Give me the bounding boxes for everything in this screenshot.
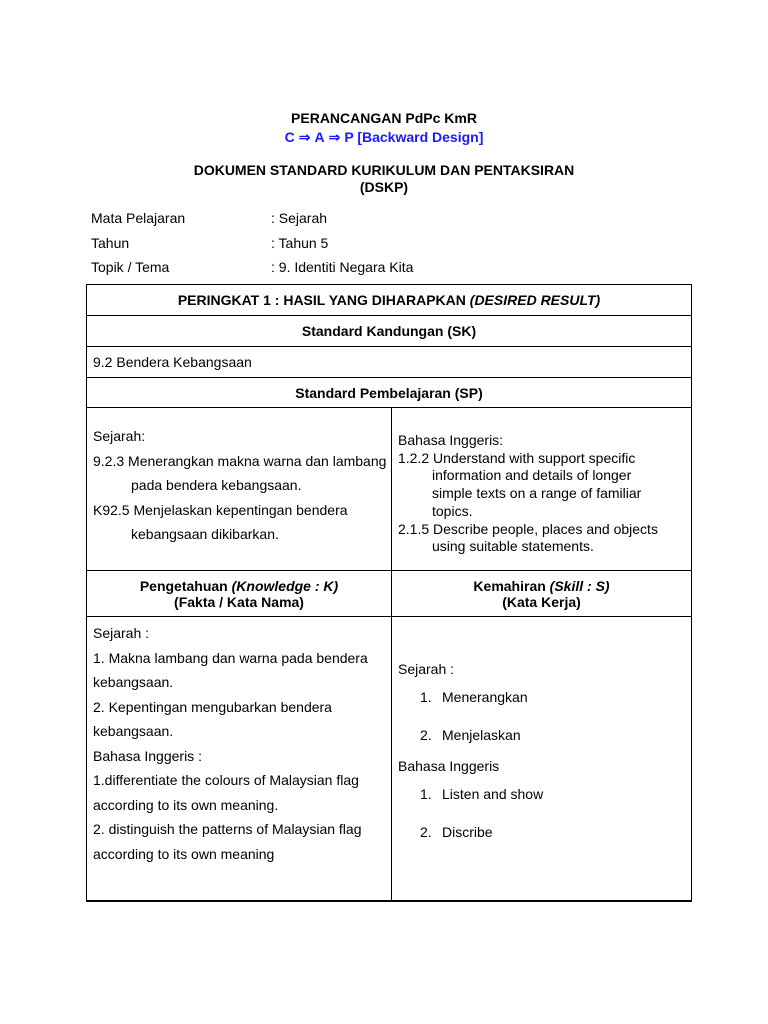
meta-label: Topik / Tema [91, 259, 170, 275]
skill-header-italic: (Skill : S) [549, 577, 610, 594]
meta-value: : Tahun 5 [271, 235, 329, 251]
sp-line: 9.2.3 Menerangkan makna warna dan lambang [93, 452, 387, 469]
sk-value: 9.2 Bendera Kebangsaan [87, 347, 692, 378]
subtitle-a: A [314, 129, 325, 145]
dskp-title-line2: (DSKP) [359, 179, 409, 195]
sp-line: simple texts on a range of familiar [432, 485, 642, 502]
knowledge-line: according to its own meaning [93, 845, 275, 862]
arrow-icon: ⇒ [298, 129, 311, 145]
meta-label: Mata Pelajaran [91, 210, 186, 226]
sp-line: K92.5 Menjelaskan kepentingan bendera [93, 501, 348, 518]
skills-cell [392, 617, 692, 902]
knowledge-header-italic: (Knowledge : K) [231, 577, 339, 594]
level-header-italic: (DESIRED RESULT) [469, 292, 601, 308]
skill-item: Listen and show [442, 786, 544, 802]
document-subtitle [0, 129, 768, 146]
skill-number: 1. [420, 689, 432, 705]
skills-bi-label: Bahasa Inggeris [398, 758, 500, 774]
sp-line: 1.2.2 Understand with support specific [398, 449, 636, 466]
level-header-text: PERINGKAT 1 : HASIL YANG DIHARAPKAN [177, 292, 470, 308]
knowledge-line: according to its own meaning. [93, 796, 279, 813]
skill-item: Menerangkan [442, 689, 528, 705]
sp-sejarah-cell [87, 408, 392, 571]
skill-item: Discribe [442, 824, 493, 840]
skills-sejarah-label: Sejarah : [398, 661, 455, 677]
knowledge-line: 1. Makna lambang dan warna pada bendera [93, 649, 368, 666]
meta-value: : 9. Identiti Negara Kita [271, 259, 414, 275]
subtitle-c: C [284, 129, 295, 145]
skill-header-text: Kemahiran [473, 577, 550, 594]
knowledge-header-text: Pengetahuan [139, 577, 232, 594]
sp-bi-heading: Bahasa Inggeris: [398, 432, 504, 448]
sp-line: topics. [432, 502, 473, 519]
dskp-title-line1: DOKUMEN STANDARD KURIKULUM DAN PENTAKSIRAN [193, 162, 575, 178]
sp-bi-cell [392, 408, 692, 571]
knowledge-header [87, 571, 392, 617]
sp-header: Standard Pembelajaran (SP) [87, 378, 692, 408]
sp-sejarah-heading: Sejarah: [93, 428, 146, 444]
knowledge-line: Bahasa Inggeris : [93, 747, 202, 764]
knowledge-line: 2. distinguish the patterns of Malaysian flag [93, 821, 362, 837]
skill-item: Menjelaskan [442, 727, 521, 743]
sp-line: 2.1.5 Describe people, places and objects [398, 520, 658, 537]
sp-line: using suitable statements. [432, 538, 594, 555]
meta-value: : Sejarah [271, 210, 328, 226]
skill-header-sub: (Kata Kerja) [502, 593, 581, 610]
sp-line: pada bendera kebangsaan. [131, 477, 302, 493]
knowledge-line: kebangsaan. [93, 723, 174, 739]
arrow-icon: ⇒ [328, 129, 341, 145]
sp-line: information and details of longer [432, 467, 632, 484]
knowledge-line: 1.differentiate the colours of Malaysian flag [93, 772, 359, 788]
planning-table [86, 284, 692, 902]
sk-header: Standard Kandungan (SK) [87, 316, 692, 347]
skill-number: 1. [420, 786, 432, 802]
skill-number: 2. [420, 727, 432, 743]
knowledge-cell [87, 617, 392, 902]
document-title: PERANCANGAN PdPc KmR [291, 110, 477, 126]
level-header [87, 285, 692, 316]
knowledge-line: kebangsaan. [93, 674, 174, 690]
skill-number: 2. [420, 824, 432, 840]
knowledge-line: 2. Kepentingan mengubarkan bendera [93, 698, 332, 715]
subtitle-p: P [Backward Design] [344, 129, 484, 145]
knowledge-line: Sejarah : [93, 625, 150, 641]
knowledge-header-sub: (Fakta / Kata Nama) [174, 593, 304, 610]
meta-label: Tahun [91, 235, 130, 251]
skill-header [392, 571, 692, 617]
sp-line: kebangsaan dikibarkan. [131, 526, 279, 542]
